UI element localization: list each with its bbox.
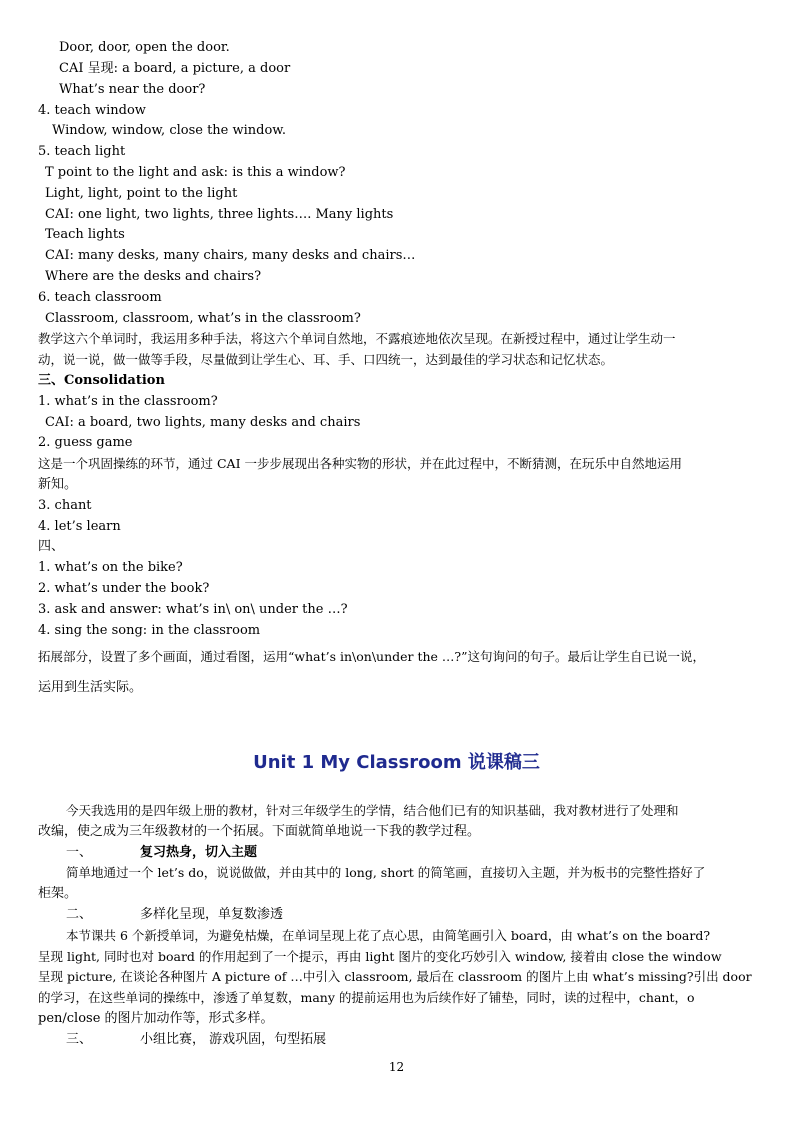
- text-line: 5. teach light: [38, 144, 126, 159]
- text-line: 柜架。: [38, 886, 78, 901]
- text-line: Door, door, open the door.: [59, 40, 230, 55]
- text-line: 新知。: [38, 477, 78, 492]
- text-line: 1. what’s on the bike?: [38, 560, 183, 575]
- page-number: 12: [388, 1060, 405, 1074]
- text-line: CAI: one light, two lights, three lights…. Many lights: [45, 207, 394, 222]
- list-marker: 一、: [66, 845, 93, 860]
- section-heading: 三、Consolidation: [38, 373, 165, 388]
- text-line: 简单地通过一个 let’s do，说说做做，并由其中的 long, short 的简笔画，直接切入主题，并为板书的完整性搭好了: [66, 865, 706, 880]
- list-marker: 二、: [66, 907, 93, 922]
- subsection-heading: 复习热身，切入主题: [140, 845, 258, 860]
- text-line: 本节课共 6 个新授单词，为避免枯燥，在单词呈现上花了点心思，由简笔画引入 board，由 what’s on the board?: [66, 928, 711, 943]
- text-line: What’s near the door?: [59, 82, 206, 97]
- text-line: 教学这六个单词时，我运用多种手法，将这六个单词自然地，不露痕迹地依次呈现。在新授过程中，通过让学生动一: [38, 331, 676, 346]
- text-line: 4. let’s learn: [38, 519, 121, 534]
- text-line: CAI 呈现: a board, a picture, a door: [59, 61, 291, 76]
- text-line: 1. what’s in the classroom?: [38, 394, 218, 409]
- text-line: CAI: many desks, many chairs, many desks and chairs…: [45, 248, 416, 263]
- text-line: 拓展部分，设置了多个画面，通过看图，运用“what’s in\on\under the …?”这句询问的句子。最后让学生自已说一说，: [38, 649, 706, 664]
- text-line: 运用到生活实际。: [38, 680, 143, 695]
- text-line: 这是一个巩固操练的环节，通过 CAI 一步步展现出各种实物的形状，并在此过程中，不断猜测，在玩乐中自然地运用: [38, 456, 682, 471]
- text-line: 4. sing the song: in the classroom: [38, 623, 261, 638]
- subsection-heading: 小组比赛， 游戏巩固，句型拓展: [140, 1032, 327, 1047]
- text-line: Teach lights: [45, 227, 125, 242]
- text-line: 2. what’s under the book?: [38, 581, 210, 596]
- text-line: 3. chant: [38, 498, 92, 513]
- list-marker: 三、: [66, 1032, 93, 1047]
- text-line: Light, light, point to the light: [45, 186, 238, 201]
- text-line: 2. guess game: [38, 435, 133, 450]
- text-line: 呈现 picture, 在谈论各种图片 A picture of …中引入 classroom, 最后在 classroom 的图片上由 what’s missing?引出 door: [38, 969, 752, 984]
- text-line: Window, window, close the window.: [52, 123, 287, 138]
- text-line: 4. teach window: [38, 103, 146, 118]
- text-line: pen/close 的图片加动作等，形式多样。: [38, 1011, 274, 1026]
- section-heading: 四、: [38, 539, 65, 554]
- text-line: CAI: a board, two lights, many desks and chairs: [45, 415, 361, 430]
- text-line: 今天我选用的是四年级上册的教材，针对三年级学生的学情，结合他们已有的知识基础，我对教材进行了处理和: [66, 803, 679, 818]
- subsection-heading: 多样化呈现，单复数渗透: [140, 907, 284, 922]
- text-line: Classroom, classroom, what’s in the classroom?: [45, 311, 361, 326]
- text-line: 呈现 light, 同时也对 board 的作用起到了一个提示，再由 light 图片的变化巧妙引入 window, 接着由 close the window: [38, 949, 722, 964]
- text-line: 改编，使之成为三年级教材的一个拓展。下面就简单地说一下我的教学过程。: [38, 824, 481, 839]
- text-line: 动，说一说，做一做等手段，尽量做到让学生心、耳、手、口四统一，达到最佳的学习状态和记忆状态。: [38, 352, 614, 367]
- text-line: Where are the desks and chairs?: [45, 269, 262, 284]
- text-line: 6. teach classroom: [38, 290, 162, 305]
- page-title: Unit 1 My Classroom 说课稿三: [253, 752, 540, 773]
- text-line: 3. ask and answer: what’s in\ on\ under the …?: [38, 602, 348, 617]
- text-line: T point to the light and ask: is this a window?: [45, 165, 346, 180]
- text-line: 的学习，在这些单词的操练中，渗透了单复数，many 的提前运用也为后续作好了铺垫，同时，读的过程中，chant，o: [38, 990, 695, 1005]
